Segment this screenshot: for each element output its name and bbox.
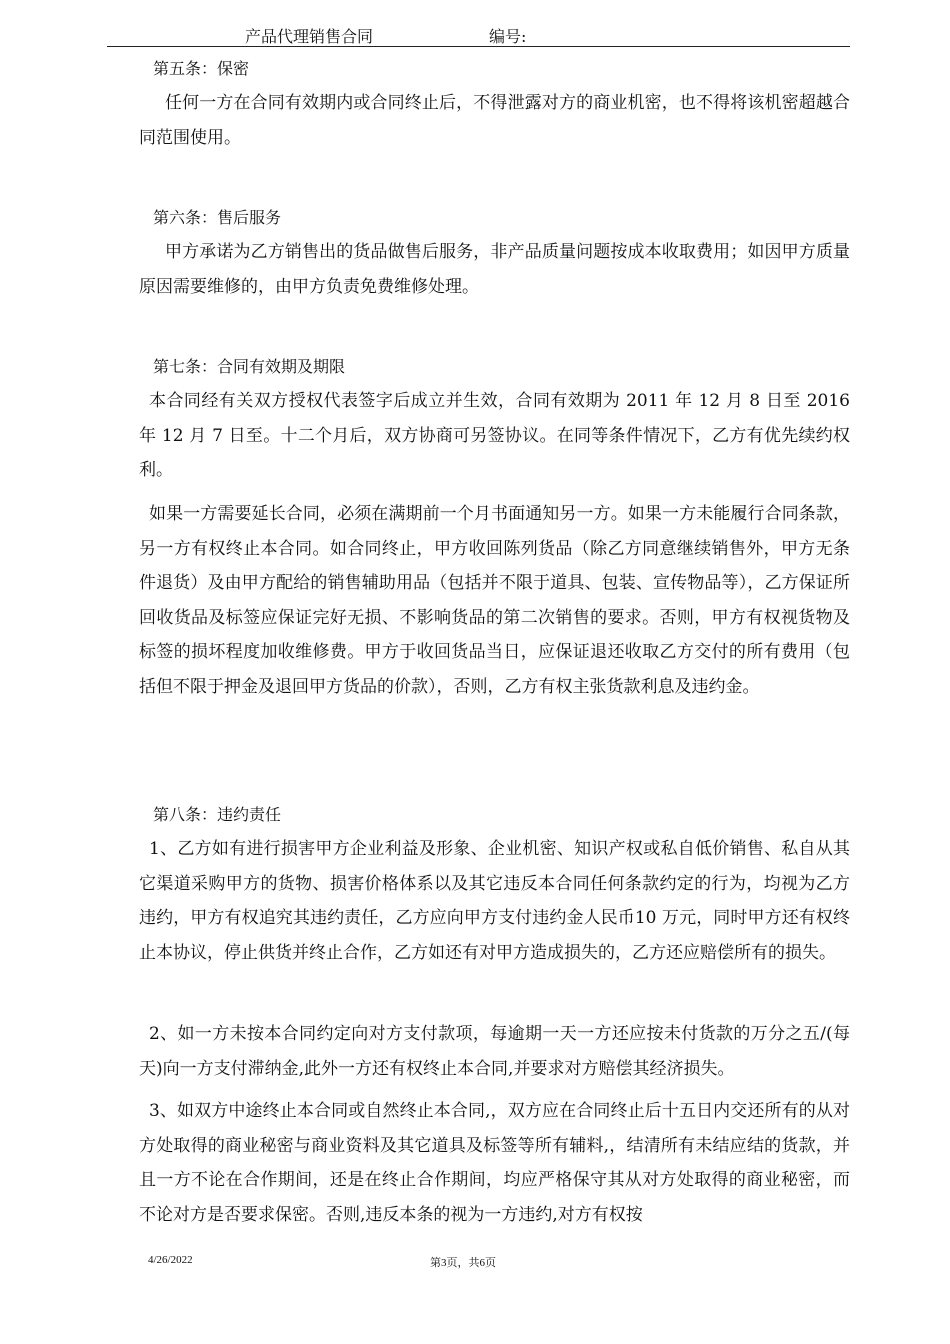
section-7-paragraph-2: 如果一方需要延长合同，必须在满期前一个月书面通知另一方。如果一方未能履行合同条款，另一方有权终止本合同。如合同终止，甲方收回陈列货品（除乙方同意继续销售外，甲方无条件退货）及由甲方配给的销售辅助用品（包括并不限于道具、包装、宣传物品等），乙方保证所回收货品及标签应保证完好无损、不影响货品的第二次销售的要求。否则，甲方有权视货物及标签的损坏程度加收维修费。甲方于收回货品当日，应保证退还收取乙方交付的所有费用（包括但不限于押金及退回甲方货品的价款），否则，乙方有权主张货款利息及违约金。 — [139, 504, 850, 697]
section-6-paragraph-1: 甲方承诺为乙方销售出的货品做售后服务，非产品质量问题按成本收取费用；如因甲方质量原因需要维修的，由甲方负责免费维修处理。 — [139, 242, 850, 297]
section-heading-8: 第八条：违约责任 — [153, 805, 282, 824]
section-8-paragraph-1: 1、乙方如有进行损害甲方企业利益及形象、企业机密、知识产权或私自低价销售、私自从其它渠道采购甲方的货物、损害价格体系以及其它违反本合同任何条款约定的行为，均视为乙方违约，甲方有权追究其违约责任，乙方应向甲方支付违约金人民币10 万元，同时甲方还有权终止本协议，停止供货并终止合作，乙方如还有对甲方造成损失的，乙方还应赔偿所有的损失。 — [139, 839, 850, 963]
document-title: 产品代理销售合同 — [245, 27, 374, 46]
page-header — [107, 22, 850, 47]
footer-date: 4/26/2022 — [148, 1254, 193, 1266]
section-5-paragraph-1: 任何一方在合同有效期内或合同终止后，不得泄露对方的商业机密，也不得将该机密超越合同范围使用。 — [139, 93, 850, 148]
section-8-paragraph-2: 2、如一方未按本合同约定向对方支付款项，每逾期一天一方还应按未付货款的万分之五/(每天)向一方支付滞纳金,此外一方还有权终止本合同,并要求对方赔偿其经济损失。 — [139, 1024, 850, 1079]
document-number-label: 编号: — [489, 27, 527, 46]
section-8-paragraph-3: 3、如双方中途终止本合同或自然终止本合同,，双方应在合同终止后十五日内交还所有的从对方处取得的商业秘密与商业资料及其它道具及标签等所有辅料,，结清所有未结应结的货款，并且一方不论在合作期间，还是在终止合作期间，均应严格保守其从对方处取得的商业秘密，而不论对方是否要求保密。否则,违反本条的视为一方违约,对方有权按 — [139, 1101, 850, 1225]
section-heading-6: 第六条：售后服务 — [153, 208, 282, 227]
footer-page-number: 第3页，共6页 — [430, 1257, 496, 1269]
section-heading-5: 第五条：保密 — [153, 59, 250, 78]
section-heading-7: 第七条：合同有效期及期限 — [153, 357, 346, 376]
section-7-paragraph-1: 本合同经有关双方授权代表签字后成立并生效，合同有效期为 2011 年 12 月 8 日至 2016 年 12 月 7 日至。十二个月后，双方协商可另签协议。在同等条件情况下，乙方有优先续约权利。 — [139, 391, 850, 480]
